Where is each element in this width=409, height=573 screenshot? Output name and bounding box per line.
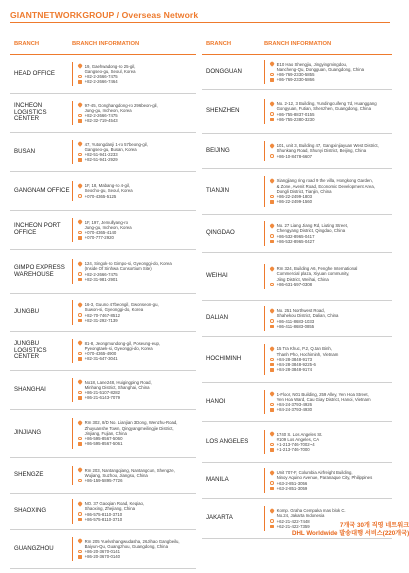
page-title: GIANTNETWORKGROUP / Overseas Network [10, 10, 199, 20]
fax-number: +86-595-8567-5061 [84, 441, 123, 447]
fax-line [270, 407, 392, 412]
fax-icon [78, 518, 82, 522]
address-text: Shahekou District, Dalian, China [276, 313, 339, 319]
fax-number: +86-575-8110-3710 [84, 516, 123, 522]
fax-icon [78, 80, 82, 84]
branch-info [72, 339, 196, 364]
fax-icon [270, 325, 274, 329]
address-text: 15 Tra Khuc, P.2, Q.tan Binh, [276, 346, 332, 352]
phone-number: +86-769-2330-5855 [276, 72, 315, 77]
branch-row [10, 94, 196, 133]
fax-number: +82-51-941-2929 [84, 157, 118, 163]
address-text: 1740 S. Los Angeles St. [276, 431, 323, 437]
phone-number: +86-595-8567-5060 [84, 436, 123, 442]
branch-name: JUNGBU LOGISTICS CENTER [14, 340, 47, 361]
phone-number: +82-70-7467-8512 [84, 312, 121, 318]
fax-line [78, 395, 196, 400]
phone-icon [270, 234, 274, 238]
phone-icon [78, 194, 82, 198]
address-text: Unit 707-F, Columbia Airfreight Building, [276, 470, 353, 476]
branch-info [264, 176, 392, 206]
branch-name: SHAOXING [14, 507, 47, 515]
branch-info [264, 430, 392, 455]
address-text: Shunkang Road, Shunyi District, Beijing, China [276, 148, 367, 154]
branch-name: SHENZHEN [206, 107, 240, 115]
right-branch-table [202, 40, 392, 539]
fax-number: +82-32-719-4543 [84, 118, 118, 124]
fax-number: +82-31-647-3041 [84, 356, 118, 362]
phone-icon [78, 114, 82, 118]
address-text: Zhuyuanshe Town, Qingyangmeilingjie District, [84, 425, 174, 431]
branch-name: HEAD OFFICE [14, 69, 55, 77]
address-text: NO. 37 Gaoqian Road, Keqiao, [84, 501, 145, 507]
branch-name: DONGGUAN [206, 67, 242, 75]
address-text: No18, Lane248, Huigingping Road, [84, 379, 152, 385]
branch-info [72, 378, 196, 403]
phone-number: +86-575-8110-3710 [84, 511, 123, 517]
fax-number: +86-755-2380-3230 [276, 116, 315, 122]
title-divider [10, 22, 390, 23]
fax-icon [270, 363, 274, 367]
fax-icon [270, 408, 274, 412]
fax-line [78, 235, 196, 240]
fax-line [78, 157, 196, 162]
branch-info [72, 537, 196, 562]
fax-icon [78, 319, 82, 323]
branch-row [10, 458, 196, 494]
branch-row [202, 422, 392, 463]
phone-icon [78, 512, 82, 516]
branch-info [72, 62, 196, 87]
address-text: 16-3, Guuno 47beongil, Gwonseon-gu, [84, 302, 159, 308]
address-text: Gangseo-gu, Busan, Korea [84, 146, 137, 152]
branch-info-header: BRANCH INFORMATION [72, 41, 140, 47]
fax-number: +82-31-292-7139 [84, 317, 118, 323]
address-text: Jung-gu, Incheon, Korea [84, 107, 132, 113]
fax-line [78, 277, 196, 282]
address-text: No. 2-12, 3 Building, Yundingcuifeng 7d, Huanggang [276, 101, 377, 107]
address-text: 97-45, Gonghangdong-ro 296beon-gil, [84, 102, 158, 108]
fax-icon [270, 525, 274, 529]
fax-line [270, 324, 392, 329]
phone-number: +84-24-3793-4926 [276, 402, 313, 407]
branch-row [10, 250, 196, 294]
branch-row [202, 134, 392, 169]
phone-line [270, 282, 392, 287]
phone-number: +86-159-5895-7726 [84, 478, 123, 484]
branch-row [202, 253, 392, 301]
address-text: No. 251 Northwest Road, [276, 308, 325, 314]
phone-line [270, 154, 392, 159]
phone-icon [78, 352, 82, 356]
fax-number: +86-20-3670-0140 [84, 554, 121, 560]
fax-line [78, 356, 196, 361]
branch-row [202, 337, 392, 383]
address-text: 101, unit 3, Building 47, Gangxinjiayuan West District, [276, 143, 379, 149]
branch-info [264, 344, 392, 374]
phone-icon [78, 75, 82, 79]
phone-icon [78, 231, 82, 235]
address-text: 1F, 197, Jemullyang-ro [84, 219, 129, 225]
phone-number: +63-2-851-3056 [276, 480, 308, 486]
phone-icon [270, 319, 274, 323]
fax-line [78, 79, 196, 84]
branch-row [10, 530, 196, 569]
address-text: (Inside Of Sinhwa Consortium Site) [84, 266, 152, 272]
address-text: Rm 205 Yuelvshangwudasha, 26Jihao Gangbeilu, [84, 538, 180, 544]
branch-row [202, 215, 392, 253]
branch-info-header: BRANCH INFORMATION [264, 41, 332, 47]
branch-info [72, 418, 196, 448]
branch-row [202, 383, 392, 422]
branch-row [202, 90, 392, 134]
address-text: 47, Yutongdanji 1-ro 57beong-gil, [84, 141, 148, 147]
branch-name: JUNGBU [14, 308, 40, 316]
address-text: Rm 302, 8/D No. Lianjian 3Dong, Wenzhu-Road, [84, 420, 178, 426]
fax-icon [78, 119, 82, 123]
fax-line [78, 441, 196, 446]
branch-info [72, 466, 196, 486]
fax-icon [270, 368, 274, 372]
branch-row [202, 463, 392, 499]
branch-name: MANILA [206, 476, 229, 484]
address-text: Ninoy Aquino Avenue, Paranaque City, Philippines [276, 475, 373, 481]
phone-line [78, 478, 196, 483]
phone-icon [270, 358, 274, 362]
branch-name: JINJIANG [14, 429, 42, 437]
network-summary-line-2: DHL Worldwide 발송대행 서비스(220개국) [292, 530, 409, 537]
fax-number: +1-213-746-7000 [276, 447, 310, 453]
branch-info [264, 99, 392, 124]
fax-icon [78, 236, 82, 240]
address-text: Shaoxing, Zhejiang, China [84, 506, 135, 512]
phone-number: +82-2-2666-7475 [84, 74, 118, 79]
fax-number: +86-411-8683-0855 [276, 323, 315, 329]
phone-icon [270, 195, 274, 199]
address-text: Baiyun-Qu, Guangzhou, Guangdong, China [84, 543, 168, 549]
address-text: Pyeongtaek-si, Gyeonggi-do, Korea [84, 345, 153, 351]
branch-row [10, 55, 196, 94]
branch-info [72, 218, 196, 243]
phone-icon [270, 403, 274, 407]
phone-icon [270, 112, 274, 116]
branch-info [264, 221, 392, 246]
fax-icon [78, 442, 82, 446]
branch-row [10, 332, 196, 371]
address-text: Rm 324, Building A6, Fenghe International [276, 266, 358, 272]
phone-number: +070-4365-5125 [84, 193, 117, 199]
address-text: Chengyang District, Qingdao, China [276, 228, 346, 234]
fax-number: +62-21-422-7359 [276, 523, 310, 529]
phone-icon [78, 153, 82, 157]
fax-line [270, 486, 392, 491]
address-text: 19, Gaehwadong-ro 25-gil, [84, 63, 136, 69]
fax-number: +86-532-8965-0427 [276, 238, 315, 244]
branch-row [10, 371, 196, 410]
address-text: 1F, 18, Mabang-ro 4-gil, [84, 183, 130, 189]
branch-name: DALIAN [206, 314, 229, 322]
branch-row [10, 410, 196, 458]
fax-icon [270, 487, 274, 491]
fax-line [78, 554, 196, 559]
fax-line [270, 117, 392, 122]
branch-name: HOCHIMINH [206, 355, 242, 363]
phone-number: +86-411-8683-1033 [276, 318, 315, 324]
branch-row [202, 301, 392, 337]
branch-name: INCHEON LOGISTICS CENTER [14, 102, 47, 123]
address-text: 81-8, Jeongmundong-gil, Poseung-eup, [84, 340, 161, 346]
phone-icon [270, 73, 274, 77]
address-text: Gongyuan, Futian, Shenzhen, Guangdong, China [276, 106, 371, 112]
fax-icon [270, 118, 274, 122]
fax-number: +84-28-3848-9174 [276, 367, 313, 373]
fax-icon [270, 448, 274, 452]
address-text: Commercial plaza, Xiyuan community, [276, 271, 350, 277]
branch-row [10, 494, 196, 530]
address-text: Dongli District, Tianjin, China [276, 188, 332, 194]
fax-number: +84-24-3793-4930 [276, 407, 313, 413]
branch-info [72, 181, 196, 201]
fax-line [270, 199, 392, 204]
branch-info [264, 468, 392, 493]
branch-name: GIMPO EXPRESS WAREHOUSE [14, 263, 65, 278]
phone-number: +82-2-2666-7475 [84, 271, 118, 277]
fax-line [270, 447, 392, 452]
address-text: Jinjiang, Fujian, China [84, 430, 127, 436]
branch-name: JAKARTA [206, 514, 233, 522]
phone-line [78, 194, 196, 199]
phone-icon [78, 272, 82, 276]
phone-number: +86-21-5107-8282 [84, 390, 121, 395]
fax-line [78, 318, 196, 323]
address-text: Seocho-gu, Seoul, Korea [84, 188, 133, 194]
branch-row [202, 169, 392, 215]
fax-icon [270, 78, 274, 82]
branch-info [264, 390, 392, 415]
phone-icon [78, 313, 82, 317]
branch-info [72, 259, 196, 284]
branch-row [10, 294, 196, 332]
branch-name: QINGDAO [206, 229, 235, 237]
branch-row [10, 172, 196, 211]
branch-name: SHANGHAI [14, 385, 46, 393]
fax-number: +82-2-2666-7464 [84, 79, 118, 85]
fax-line [78, 118, 196, 123]
address-text: No. 27 Liang Jiang Rd, Liuting Street, [276, 223, 349, 229]
fax-number: +63-2-851-3059 [276, 485, 308, 491]
phone-number: +1-213-746-7002~4 [276, 442, 315, 447]
branch-name: SHENGZE [14, 471, 44, 479]
branch-name: BUSAN [14, 147, 35, 155]
phone-number: +86-631-597-0308 [276, 281, 313, 287]
branch-info [264, 60, 392, 85]
fax-line [270, 239, 392, 244]
branch-name: GANGNAM OFFICE [14, 186, 70, 194]
phone-number: +070-4365-4900 [84, 351, 117, 356]
fax-icon [78, 555, 82, 559]
branch-info [264, 141, 392, 161]
phone-number: +62-21-422-7448 [276, 518, 310, 524]
address-text: #109 Los Angeles, CA [276, 436, 320, 442]
address-text: Rm 203, Nantangqiang, Nantangcun, Shengze, [84, 467, 175, 473]
branch-name: BEIJING [206, 146, 230, 154]
branch-name: HANOI [206, 397, 226, 405]
phone-number: +82-2-2666-7475 [84, 113, 118, 118]
fax-icon [78, 158, 82, 162]
fax-number: +82-31-981-2901 [84, 276, 118, 282]
phone-icon [270, 519, 274, 523]
branch-name: LOS ANGELES [206, 437, 249, 445]
left-table-header [10, 40, 196, 55]
branch-name: GUANGZHOU [14, 544, 54, 552]
branch-header: BRANCH [14, 41, 40, 47]
address-text: Yen Hoa Ward, Cau Giay District, Hanoi, Vietnam [276, 396, 371, 402]
branch-info [72, 300, 196, 325]
address-text: Gangseo-gu, Seoul, Korea [84, 68, 136, 74]
fax-icon [78, 396, 82, 400]
phone-icon [270, 443, 274, 447]
phone-icon [270, 154, 274, 158]
branch-row [202, 55, 392, 90]
phone-number: +82-51-941-2233 [84, 152, 118, 157]
address-text: Xiangjiang ring road 9 the villa, Hongkong Garden, [276, 178, 373, 184]
phone-number: +86-22-2499-1803 [276, 194, 313, 200]
phone-number: +86-10-8478-6607 [276, 153, 313, 159]
network-summary [292, 522, 409, 538]
phone-icon [78, 479, 82, 483]
phone-icon [78, 391, 82, 395]
phone-icon [270, 481, 274, 485]
fax-line [270, 77, 392, 82]
address-text: Jiing District, Weihai, China [276, 276, 329, 282]
branch-name: WEIHAI [206, 272, 228, 280]
fax-icon [78, 357, 82, 361]
branch-name: INCHEON PORT OFFICE [14, 222, 61, 236]
branch-info [264, 306, 392, 331]
branch-info [72, 101, 196, 126]
address-text: Thanh Pho, Hochiminh, Vietnam [276, 351, 339, 357]
fax-number: +070-777-2920 [84, 235, 114, 241]
right-table-header [202, 40, 392, 55]
phone-icon [78, 437, 82, 441]
phone-number: +86-755-8837-0155 [276, 111, 315, 117]
branch-row [10, 133, 196, 172]
address-text: No.24, Jakarta Indonesia [276, 513, 325, 519]
branch-info [264, 264, 392, 289]
phone-number: +86-532-8965-0417 [276, 233, 315, 239]
branch-info [72, 499, 196, 524]
phone-number: +070-4365-4140 [84, 230, 117, 235]
address-text: 1-Floor, N01 Building, 259 Alley, Yen Hoa Street, [276, 391, 369, 397]
fax-icon [78, 278, 82, 282]
address-text: E10 Hao Shengjiu, Jingyingmingdou, [276, 61, 348, 67]
phone-number: +84-28-3848-9173 [276, 356, 313, 362]
fax-number: +86-21-6143-7079 [84, 395, 121, 401]
fax-number: +86-769-2330-5866 [276, 77, 315, 83]
address-text: & Zone, Avenit Road, Economic Development Area, [276, 183, 375, 189]
fax-number: +84-28-3848-9225-6 [276, 362, 316, 368]
address-text: Wujiang, Suzhou, Jiangsu, China [84, 472, 148, 478]
fax-number: +86-22-2499-1560 [276, 199, 313, 205]
branch-name: TIANJIN [206, 187, 230, 195]
address-text: 124, Singok-ro Gimpo-si, Gyeonggi-do, Korea [84, 261, 172, 267]
left-branch-table [10, 40, 196, 569]
address-text: Nancheng-Qu, Dongguan, Guangdong, China [276, 66, 365, 72]
branch-info [72, 140, 196, 165]
branch-header: BRANCH [206, 41, 232, 47]
network-summary-line-1: 7개국 30개 직영 네트워크 [339, 522, 409, 529]
fax-icon [270, 200, 274, 204]
phone-number: +86-20-3670-0141 [84, 549, 121, 554]
address-text: Jung-gu, Incheon, Korea [84, 224, 132, 230]
phone-icon [78, 550, 82, 554]
address-text: Komp. Graha Cempaka mas blok C. [276, 508, 346, 514]
address-text: Minhang District, Shanghai, China [84, 384, 150, 390]
fax-line [270, 367, 392, 372]
address-text: Suwon-si, Gyeonggi-do, Korea [84, 307, 144, 313]
phone-icon [270, 283, 274, 287]
branch-row [10, 211, 196, 250]
fax-line [78, 517, 196, 522]
fax-icon [270, 240, 274, 244]
